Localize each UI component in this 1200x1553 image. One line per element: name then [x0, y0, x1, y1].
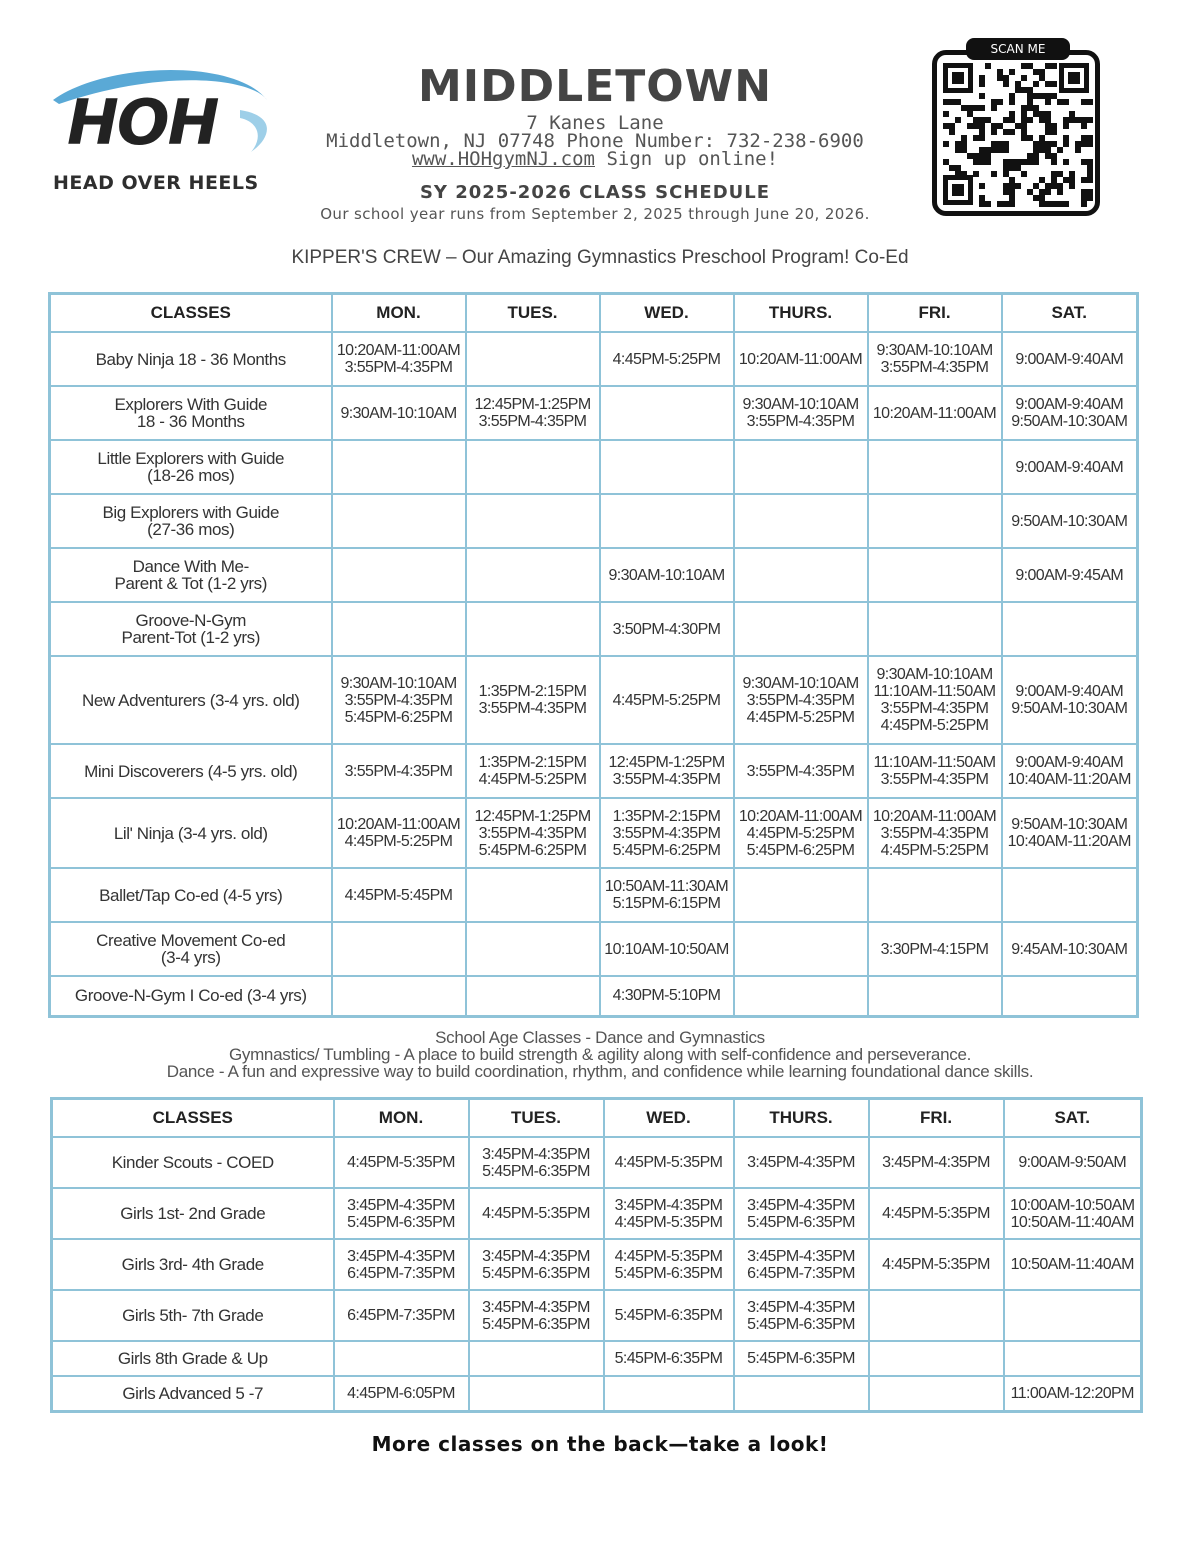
time-slot-cell [734, 602, 868, 656]
time-slot-cell: 10:20AM-11:00AM 3:55PM-4:35PM 4:45PM-5:25PM [868, 798, 1002, 868]
table-row [50, 798, 1138, 868]
time-slot-cell: 9:30AM-10:10AM 3:55PM-4:35PM 5:45PM-6:25PM [332, 656, 466, 744]
time-slot-cell [868, 494, 1002, 548]
class-name-cell: Girls 8th Grade & Up [52, 1341, 334, 1376]
time-slot-cell: 4:45PM-5:25PM [600, 656, 734, 744]
gymnastics-description: Gymnastics/ Tumbling - A place to build strength & agility along with self-confidence and perseverance. [228, 1045, 972, 1064]
time-slot-cell: 4:45PM-6:05PM [334, 1376, 469, 1411]
time-slot-cell: 3:45PM-4:35PM 5:45PM-6:35PM [469, 1239, 604, 1290]
time-slot-cell: 10:00AM-10:50AM 10:50AM-11:40AM [1004, 1188, 1142, 1239]
time-slot-cell: 9:00AM-9:40AM 9:50AM-10:30AM [1002, 656, 1138, 744]
time-slot-cell [868, 602, 1002, 656]
time-slot-cell: 3:45PM-4:35PM 5:45PM-6:35PM [734, 1188, 869, 1239]
table-row [52, 1137, 1142, 1188]
time-slot-cell: 9:45AM-10:30AM [1002, 922, 1138, 976]
column-header: WED. [600, 294, 734, 333]
time-slot-cell [466, 332, 600, 386]
time-slot-cell: 9:00AM-9:40AM [1002, 332, 1138, 386]
footer-note: More classes on the back—take a look! [371, 1432, 829, 1456]
time-slot-cell: 3:45PM-4:35PM [734, 1137, 869, 1188]
time-slot-cell: 9:30AM-10:10AM 3:55PM-4:35PM [868, 332, 1002, 386]
time-slot-cell: 3:45PM-4:35PM 6:45PM-7:35PM [734, 1239, 869, 1290]
time-slot-cell [466, 548, 600, 602]
logo-text: HOH [67, 86, 218, 159]
time-slot-cell: 10:20AM-11:00AM [734, 332, 868, 386]
dance-description: Dance - A fun and expressive way to build coordination, rhythm, and confidence while learning foundational dance skills. [166, 1062, 1034, 1081]
time-slot-cell: 4:45PM-5:35PM [469, 1188, 604, 1239]
time-slot-cell [469, 1376, 604, 1411]
time-slot-cell: 4:45PM-5:35PM [869, 1188, 1004, 1239]
class-name-cell: Dance With Me- Parent & Tot (1-2 yrs) [50, 548, 332, 602]
time-slot-cell [734, 494, 868, 548]
table-header-row [52, 1099, 1142, 1138]
time-slot-cell [734, 1376, 869, 1411]
preschool-schedule-table [48, 292, 1139, 1018]
time-slot-cell: 12:45PM-1:25PM 3:55PM-4:35PM [600, 744, 734, 798]
time-slot-cell [466, 922, 600, 976]
time-slot-cell [466, 494, 600, 548]
time-slot-cell: 10:50AM-11:30AM 5:15PM-6:15PM [600, 868, 734, 922]
column-header: CLASSES [50, 294, 332, 333]
address-line1: 7 Kanes Lane [526, 112, 664, 134]
table-row [50, 440, 1138, 494]
time-slot-cell: 9:00AM-9:40AM 9:50AM-10:30AM [1002, 386, 1138, 440]
time-slot-cell [332, 548, 466, 602]
time-slot-cell: 9:30AM-10:10AM 3:55PM-4:35PM [734, 386, 868, 440]
column-header: TUES. [466, 294, 600, 333]
time-slot-cell [1002, 976, 1138, 1016]
time-slot-cell [868, 440, 1002, 494]
time-slot-cell: 3:45PM-4:35PM 5:45PM-6:35PM [469, 1290, 604, 1341]
column-header: SAT. [1004, 1099, 1142, 1138]
time-slot-cell [869, 1341, 1004, 1376]
time-slot-cell: 3:50PM-4:30PM [600, 602, 734, 656]
time-slot-cell [334, 1341, 469, 1376]
class-name-cell: Girls 1st- 2nd Grade [52, 1188, 334, 1239]
table-row [50, 656, 1138, 744]
website-line [290, 150, 900, 168]
table-row [50, 976, 1138, 1016]
time-slot-cell: 6:45PM-7:35PM [334, 1290, 469, 1341]
time-slot-cell: 11:00AM-12:20PM [1004, 1376, 1142, 1411]
time-slot-cell [332, 922, 466, 976]
time-slot-cell: 3:45PM-4:35PM 5:45PM-6:35PM [734, 1290, 869, 1341]
time-slot-cell: 12:45PM-1:25PM 3:55PM-4:35PM [466, 386, 600, 440]
time-slot-cell [734, 868, 868, 922]
time-slot-cell [466, 976, 600, 1016]
time-slot-cell [466, 868, 600, 922]
column-header: FRI. [869, 1099, 1004, 1138]
table-row [50, 922, 1138, 976]
table-row [52, 1341, 1142, 1376]
page-title: MIDDLETOWN [417, 61, 773, 112]
time-slot-cell [332, 494, 466, 548]
time-slot-cell: 3:45PM-4:35PM [869, 1137, 1004, 1188]
time-slot-cell: 9:00AM-9:50AM [1004, 1137, 1142, 1188]
time-slot-cell: 3:45PM-4:35PM 6:45PM-7:35PM [334, 1239, 469, 1290]
time-slot-cell: 10:20AM-11:00AM [868, 386, 1002, 440]
class-name-cell: Creative Movement Co-ed (3-4 yrs) [50, 922, 332, 976]
class-name-cell: Groove-N-Gym I Co-ed (3-4 yrs) [50, 976, 332, 1016]
table-header-row [50, 294, 1138, 333]
time-slot-cell [332, 602, 466, 656]
time-slot-cell: 4:45PM-5:25PM [600, 332, 734, 386]
time-slot-cell: 10:10AM-10:50AM [600, 922, 734, 976]
table-row [50, 386, 1138, 440]
time-slot-cell: 9:30AM-10:10AM [332, 386, 466, 440]
table-row [50, 602, 1138, 656]
address-line2: Middletown, NJ 07748 Phone Number: 732-238-6900 [326, 130, 864, 152]
time-slot-cell: 3:55PM-4:35PM [332, 744, 466, 798]
table-row [50, 494, 1138, 548]
time-slot-cell: 9:30AM-10:10AM 3:55PM-4:35PM 4:45PM-5:25PM [734, 656, 868, 744]
signup-text: Sign up online! [595, 148, 779, 170]
column-header: CLASSES [52, 1099, 334, 1138]
time-slot-cell [1004, 1341, 1142, 1376]
time-slot-cell: 9:30AM-10:10AM 11:10AM-11:50AM 3:55PM-4:35PM 4:45PM-5:25PM [868, 656, 1002, 744]
time-slot-cell: 3:45PM-4:35PM 4:45PM-5:35PM [604, 1188, 734, 1239]
column-header: TUES. [469, 1099, 604, 1138]
time-slot-cell [1004, 1290, 1142, 1341]
time-slot-cell: 9:00AM-9:40AM [1002, 440, 1138, 494]
schedule-title: SY 2025-2026 CLASS SCHEDULE [419, 182, 771, 203]
time-slot-cell: 4:30PM-5:10PM [600, 976, 734, 1016]
logo-swoosh-icon [45, 60, 285, 170]
logo-tagline: HEAD OVER HEELS [53, 172, 259, 194]
time-slot-cell [869, 1290, 1004, 1341]
time-slot-cell: 1:35PM-2:15PM 4:45PM-5:25PM [466, 744, 600, 798]
website-link[interactable]: www.HOHgymNJ.com [411, 148, 595, 170]
column-header: SAT. [1002, 294, 1138, 333]
time-slot-cell: 9:00AM-9:45AM [1002, 548, 1138, 602]
class-name-cell: Big Explorers with Guide (27-36 mos) [50, 494, 332, 548]
time-slot-cell [734, 548, 868, 602]
time-slot-cell: 9:30AM-10:10AM [600, 548, 734, 602]
time-slot-cell: 4:45PM-5:45PM [332, 868, 466, 922]
class-name-cell: Girls 3rd- 4th Grade [52, 1239, 334, 1290]
class-name-cell: Girls 5th- 7th Grade [52, 1290, 334, 1341]
time-slot-cell: 10:20AM-11:00AM 4:45PM-5:25PM 5:45PM-6:25PM [734, 798, 868, 868]
school-age-schedule-table [50, 1097, 1143, 1413]
time-slot-cell [734, 922, 868, 976]
time-slot-cell: 3:45PM-4:35PM 5:45PM-6:35PM [334, 1188, 469, 1239]
time-slot-cell [466, 440, 600, 494]
column-header: FRI. [868, 294, 1002, 333]
class-name-cell: New Adventurers (3-4 yrs. old) [50, 656, 332, 744]
time-slot-cell [868, 548, 1002, 602]
class-name-cell: Explorers With Guide 18 - 36 Months [50, 386, 332, 440]
time-slot-cell: 4:45PM-5:35PM [604, 1137, 734, 1188]
time-slot-cell: 1:35PM-2:15PM 3:55PM-4:35PM [466, 656, 600, 744]
table-row [50, 548, 1138, 602]
schedule-subtitle: Our school year runs from September 2, 2025 through June 20, 2026. [320, 205, 870, 223]
column-header: WED. [604, 1099, 734, 1138]
column-header: THURS. [734, 294, 868, 333]
class-name-cell: Baby Ninja 18 - 36 Months [50, 332, 332, 386]
time-slot-cell [868, 868, 1002, 922]
table-row [50, 868, 1138, 922]
time-slot-cell: 5:45PM-6:35PM [604, 1341, 734, 1376]
school-age-intro [0, 1029, 1200, 1080]
class-name-cell: Mini Discoverers (4-5 yrs. old) [50, 744, 332, 798]
column-header: THURS. [734, 1099, 869, 1138]
table-row [50, 332, 1138, 386]
table-row [52, 1290, 1142, 1341]
qr-code-icon [937, 55, 1095, 211]
table-row [52, 1376, 1142, 1411]
time-slot-cell: 3:45PM-4:35PM 5:45PM-6:35PM [469, 1137, 604, 1188]
table-row [50, 744, 1138, 798]
time-slot-cell [600, 494, 734, 548]
time-slot-cell: 4:45PM-5:35PM [334, 1137, 469, 1188]
table-row [52, 1239, 1142, 1290]
time-slot-cell [600, 440, 734, 494]
time-slot-cell [466, 602, 600, 656]
time-slot-cell [1002, 868, 1138, 922]
class-name-cell: Ballet/Tap Co-ed (4-5 yrs) [50, 868, 332, 922]
time-slot-cell: 5:45PM-6:35PM [734, 1341, 869, 1376]
time-slot-cell: 11:10AM-11:50AM 3:55PM-4:35PM [868, 744, 1002, 798]
time-slot-cell [604, 1376, 734, 1411]
time-slot-cell [734, 976, 868, 1016]
time-slot-cell: 5:45PM-6:35PM [604, 1290, 734, 1341]
header [290, 60, 900, 223]
time-slot-cell [1002, 602, 1138, 656]
time-slot-cell [734, 440, 868, 494]
time-slot-cell [868, 976, 1002, 1016]
table-row [52, 1188, 1142, 1239]
class-name-cell: Groove-N-Gym Parent-Tot (1-2 yrs) [50, 602, 332, 656]
hoh-logo [45, 60, 285, 200]
school-age-heading: School Age Classes - Dance and Gymnastics [435, 1028, 765, 1047]
time-slot-cell: 10:20AM-11:00AM 4:45PM-5:25PM [332, 798, 466, 868]
time-slot-cell: 10:20AM-11:00AM 3:55PM-4:35PM [332, 332, 466, 386]
class-name-cell: Little Explorers with Guide (18-26 mos) [50, 440, 332, 494]
time-slot-cell [869, 1376, 1004, 1411]
time-slot-cell [469, 1341, 604, 1376]
column-header: MON. [334, 1099, 469, 1138]
time-slot-cell [332, 440, 466, 494]
time-slot-cell: 9:50AM-10:30AM [1002, 494, 1138, 548]
qr-code[interactable] [932, 50, 1100, 216]
qr-label: SCAN ME [966, 38, 1070, 60]
time-slot-cell: 10:50AM-11:40AM [1004, 1239, 1142, 1290]
time-slot-cell: 9:50AM-10:30AM 10:40AM-11:20AM [1002, 798, 1138, 868]
time-slot-cell: 3:55PM-4:35PM [734, 744, 868, 798]
time-slot-cell: 1:35PM-2:15PM 3:55PM-4:35PM 5:45PM-6:25PM [600, 798, 734, 868]
time-slot-cell [332, 976, 466, 1016]
time-slot-cell: 9:00AM-9:40AM 10:40AM-11:20AM [1002, 744, 1138, 798]
class-name-cell: Girls Advanced 5 -7 [52, 1376, 334, 1411]
time-slot-cell: 12:45PM-1:25PM 3:55PM-4:35PM 5:45PM-6:25PM [466, 798, 600, 868]
class-name-cell: Lil' Ninja (3-4 yrs. old) [50, 798, 332, 868]
time-slot-cell: 3:30PM-4:15PM [868, 922, 1002, 976]
time-slot-cell [600, 386, 734, 440]
time-slot-cell: 4:45PM-5:35PM 5:45PM-6:35PM [604, 1239, 734, 1290]
column-header: MON. [332, 294, 466, 333]
class-name-cell: Kinder Scouts - COED [52, 1137, 334, 1188]
time-slot-cell: 4:45PM-5:35PM [869, 1239, 1004, 1290]
preschool-heading: KIPPER'S CREW – Our Amazing Gymnastics Preschool Program! Co-Ed [291, 247, 909, 268]
